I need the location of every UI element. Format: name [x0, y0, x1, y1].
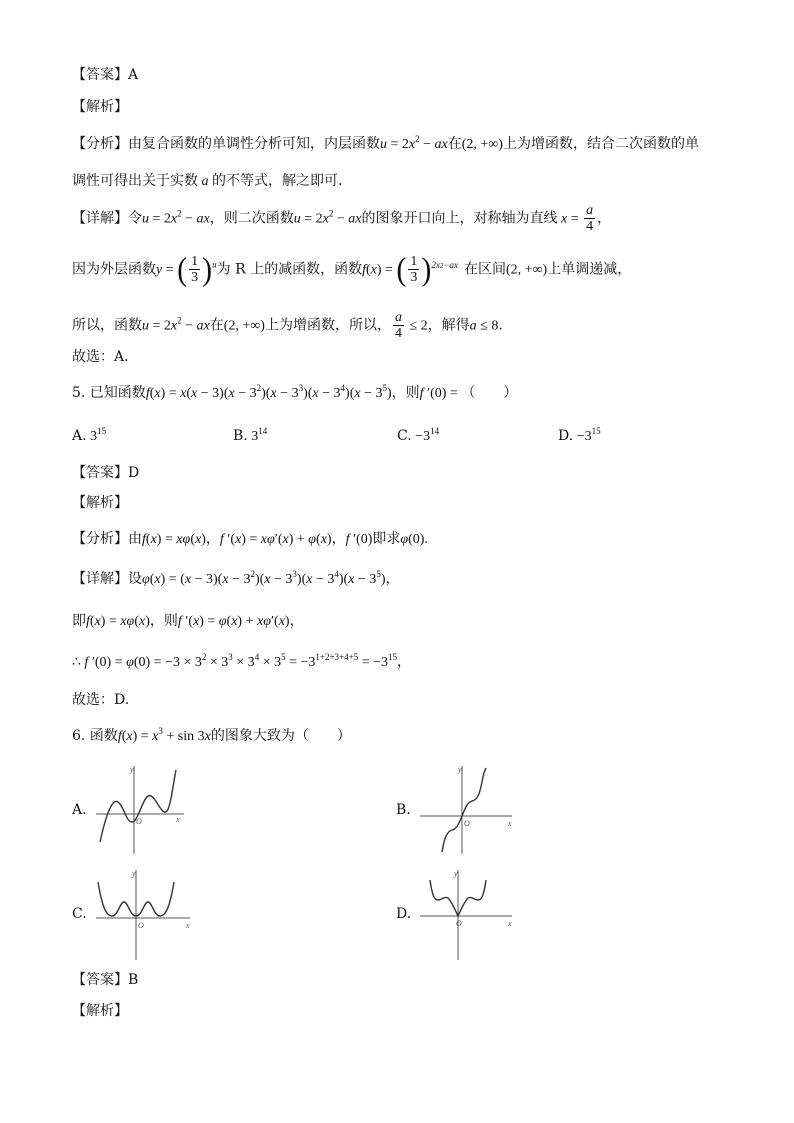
q6-option-d-graph [416, 866, 516, 962]
q6-option-a-label: A. [72, 802, 87, 818]
q6-option-a-graph [92, 760, 192, 856]
q4-jiexi-label: 【解析】 [72, 99, 128, 115]
q5-option-b: B. $3^{14}$ [233, 426, 268, 444]
q6-a-y-label: y [130, 765, 134, 774]
q5-xiangjie-line1: 【详解】设$\varphi(x) = (x - 3)(x - 3^2)(x - 3^3)(x - 3^4)(x - 3^5)$， [72, 569, 400, 587]
q6-b-y-label: y [458, 765, 462, 774]
q5-answer: 【答案】D [72, 465, 140, 481]
q5-jiexi-label: 【解析】 [72, 495, 128, 511]
q5-option-a: A. $3^{15}$ [72, 426, 107, 444]
q6-stem: 6. 函数$f(x) = x^3 + \sin 3x$的图象大致为（ ） [72, 726, 351, 744]
q6-option-c-graph [92, 866, 196, 962]
q6-option-c-label: C. [72, 906, 87, 922]
q5-option-c: C. $-3^{14}$ [397, 426, 440, 444]
q6-option-b-graph [416, 760, 516, 856]
q6-answer: 【答案】B [72, 972, 139, 988]
q5-stem: 5. 已知函数$f(x) = x(x - 3)(x - 3^2)(x - 3^3)(x - 3^4)(x - 3^5)$，则f ′(0) = （ ） [72, 383, 518, 401]
q6-b-origin: O [464, 819, 470, 828]
q6-a-origin: O [136, 817, 142, 826]
q5-option-d: D. $-3^{15}$ [558, 426, 601, 444]
q4-answer: 【答案】A [72, 67, 139, 83]
q6-d-x-label: x [508, 919, 512, 928]
q5-xiangjie-tag: 【详解】 [72, 571, 128, 587]
q6-c-origin: O [138, 921, 144, 930]
q6-option-b-label: B. [396, 802, 411, 818]
q6-b-x-label: x [508, 819, 512, 828]
q4-fenxi-line1: 【分析】由复合函数的单调性分析可知，内层函数$u = 2x^2$ − ax在(2, +∞)上为增函数，结合二次函数的单 [72, 134, 699, 152]
q6-a-x-label: x [176, 815, 180, 824]
q6-d-y-label: y [454, 869, 458, 878]
q5-xiangjie-line2: 即f(x) = xφ(x)，则f ′(x) = φ(x) + xφ′(x)， [72, 613, 304, 629]
q4-xiangjie-tag: 【详解】 [72, 210, 128, 227]
q6-c-x-label: x [186, 921, 190, 930]
q4-xiangjie-line2: 因为外层函数y = ( $\frac{1}{3}$ )$^u$为 R 上的减函数，函数f(x) = ( $\frac{1}{3}$ )$^{2x2-ax}$ 在区间(2, +∞)上单调递减， [72, 250, 632, 288]
q5-fenxi-tag: 【分析】 [72, 531, 128, 547]
q4-fenxi-tag: 【分析】 [72, 136, 128, 152]
q5-fenxi: 【分析】由f(x) = xφ(x)，f ′(x) = xφ′(x) + φ(x)，f ′(0)即求φ(0). [72, 531, 428, 547]
q5-xiangjie-line3: ∴ f $'(0) = \varphi(0) = -3 \times 3^2 \times 3^3 \times 3^4 \times 3^5 = -3^{1+2+3+4+5} = -3^{15}$， [72, 652, 411, 670]
q6-jiexi-label: 【解析】 [72, 1003, 128, 1019]
q4-xiangjie-line3: 所以，函数$u = 2x^2$ − ax在(2, +∞)上为增函数，所以， $\frac{a}{4}$ ≤ 2，解得a ≤ 8. [72, 310, 503, 341]
q4-guxuan: 故选：A. [72, 349, 129, 365]
q4-xiangjie-line1: 【详解】令$u = 2x^2$ − ax，则二次函数$u = 2x^2$ − ax的图象开口向上，对称轴为直线 x = $\frac{a}{4}$ ， [72, 203, 612, 234]
q4-fenxi-line2: 调性可得出关于实数 a 的不等式，解之即可. [72, 173, 343, 189]
q6-d-origin: O [456, 919, 462, 928]
q5-guxuan: 故选：D. [72, 692, 130, 708]
q6-c-y-label: y [132, 869, 136, 878]
q6-option-d-label: D. [396, 906, 412, 922]
